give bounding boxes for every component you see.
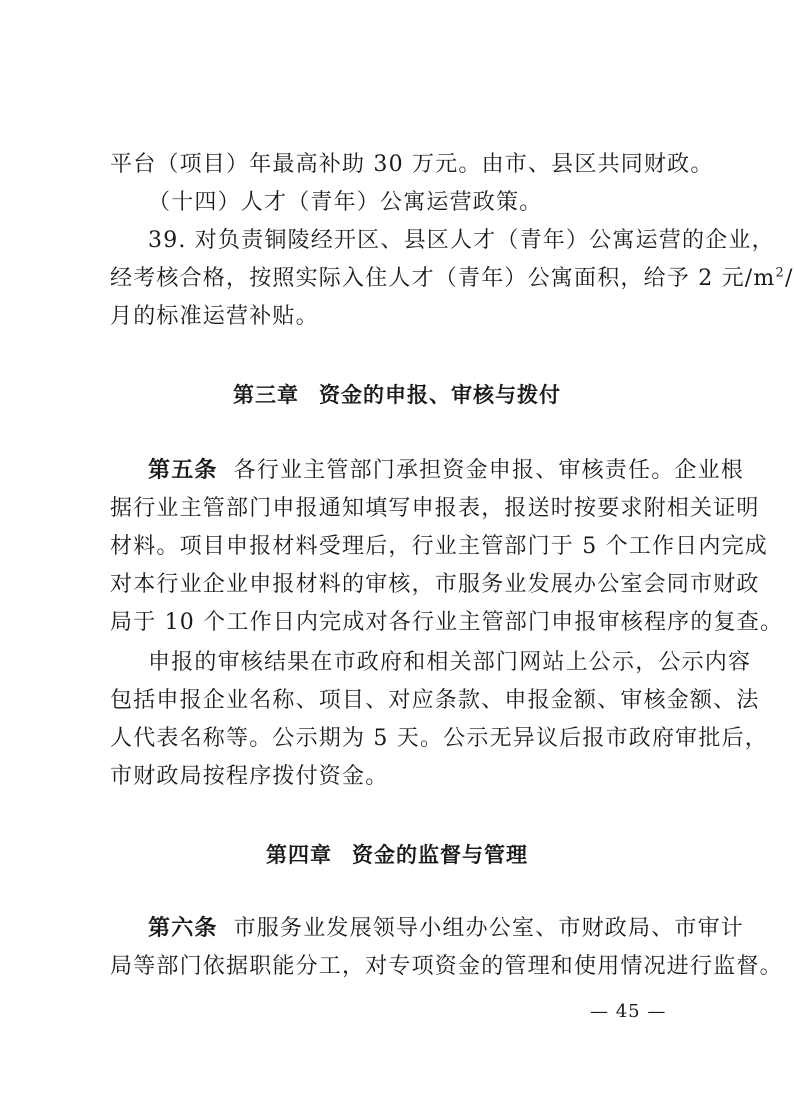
item-39-line-3: 月的标准运营补贴。 <box>110 304 319 329</box>
chapter-4-title: 资金的监督与管理 <box>352 843 528 867</box>
item-39-line-2-suffix: / <box>784 266 794 291</box>
publicity-para-line-3: 人代表名称等。公示期为 5 天。公示无异议后报市政府审批后， <box>110 726 768 751</box>
page-number: — 45 — <box>590 1001 667 1022</box>
article-5-line-1-text: 各行业主管部门承担资金申报、审核责任。企业根 <box>233 458 745 483</box>
article-6-line-1 <box>148 914 745 944</box>
item-39-line-2-text: 经考核合格，按照实际入住人才（青年）公寓面积，给予 2 元/m <box>110 266 776 291</box>
publicity-para-line-1: 申报的审核结果在市政府和相关部门网站上公示，公示内容 <box>148 650 752 675</box>
chapter-3-heading <box>0 380 794 410</box>
chapter-3-title: 资金的申报、审核与拨付 <box>319 383 561 407</box>
chapter-4-number: 第四章 <box>266 843 332 867</box>
article-5-line-2: 据行业主管部门申报通知填写申报表，报送时按要求附相关证明 <box>110 496 760 521</box>
article-5-line-1 <box>148 456 745 486</box>
item-39-line-2 <box>110 264 794 294</box>
chapter-4-heading <box>0 840 794 870</box>
article-6-label: 第六条 <box>148 916 218 941</box>
continuation-line: 平台（项目）年最高补助 30 万元。由市、县区共同财政。 <box>110 152 714 177</box>
article-6-line-1-text: 市服务业发展领导小组办公室、市财政局、市审计 <box>233 916 745 941</box>
publicity-para-line-2: 包括申报企业名称、项目、对应条款、申报金额、审核金额、法 <box>110 688 760 713</box>
item-14-heading: （十四）人才（青年）公寓运营政策。 <box>148 190 543 215</box>
chapter-3-number: 第三章 <box>233 383 299 407</box>
publicity-para-line-4: 市财政局按程序拨付资金。 <box>110 764 389 789</box>
article-5-line-3: 材料。项目申报材料受理后，行业主管部门于 5 个工作日内完成 <box>110 534 768 559</box>
superscript-exponent: 2 <box>775 265 785 281</box>
article-5-line-4: 对本行业企业申报材料的审核，市服务业发展办公室会同市财政 <box>110 572 760 597</box>
article-6-line-2: 局等部门依据职能分工，对专项资金的管理和使用情况进行监督。 <box>110 954 783 979</box>
article-5-label: 第五条 <box>148 458 218 483</box>
item-39-line-1: 39. 对负责铜陵经开区、县区人才（青年）公寓运营的企业， <box>148 228 775 253</box>
article-5-line-5: 局于 10 个工作日内完成对各行业主管部门申报审核程序的复查。 <box>110 610 784 635</box>
